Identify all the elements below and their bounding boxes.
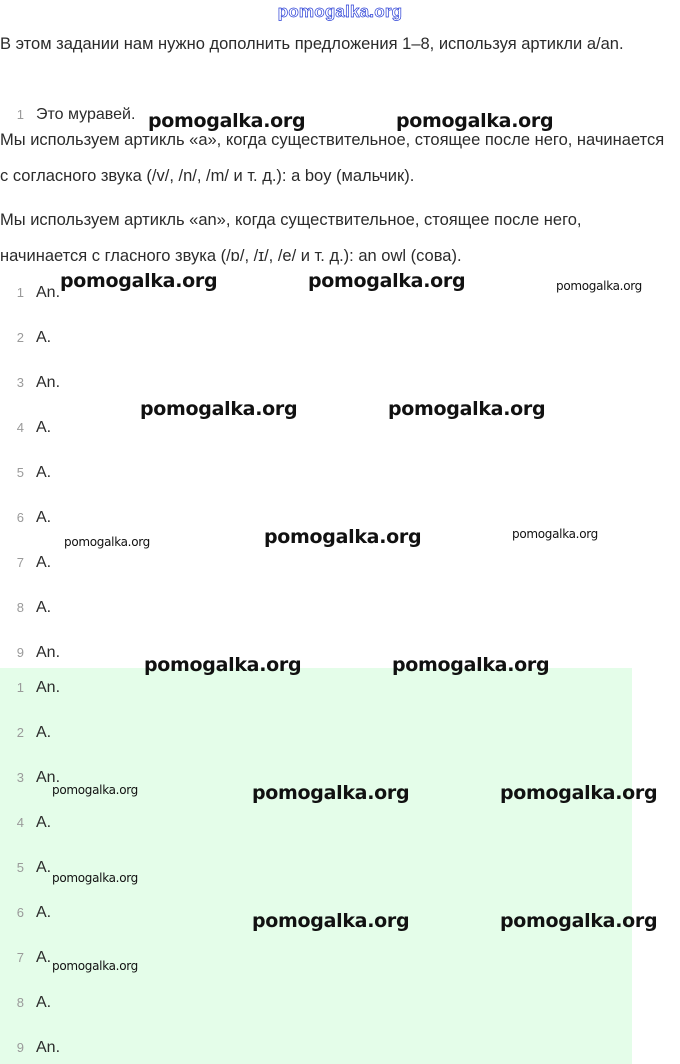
item-text: A. bbox=[36, 814, 52, 831]
item-text: A. bbox=[36, 904, 52, 921]
watermark: pomogalka.org bbox=[60, 270, 218, 292]
item-text: An. bbox=[36, 1039, 61, 1056]
watermark: pomogalka.org bbox=[388, 398, 546, 420]
watermark: pomogalka.org bbox=[500, 910, 658, 932]
item-text: A. bbox=[36, 419, 52, 436]
highlighted-answer-panel bbox=[0, 668, 632, 1064]
answer-item bbox=[0, 279, 60, 307]
answer-item bbox=[0, 764, 60, 792]
item-number: 4 bbox=[16, 420, 24, 435]
item-number: 2 bbox=[16, 330, 24, 345]
watermark: pomogalka.org bbox=[52, 783, 138, 797]
item-text: A. bbox=[36, 464, 52, 481]
answer-item bbox=[0, 639, 60, 667]
rule-a-paragraph: Мы используем артикль «a», когда существительное, стоящее после него, начинается с согласного звука (/v/, /n/, /m/ и т. д.): a boy (мальчик). bbox=[0, 131, 665, 185]
answer-item bbox=[0, 944, 51, 972]
answer-item bbox=[0, 504, 51, 532]
site-link[interactable]: pomogalka.org bbox=[277, 2, 403, 21]
item-text: An. bbox=[36, 644, 61, 661]
watermark: pomogalka.org bbox=[144, 654, 302, 676]
item-number: 9 bbox=[16, 645, 24, 660]
answer-item bbox=[0, 674, 60, 702]
watermark: pomogalka.org bbox=[64, 535, 150, 549]
answer-item bbox=[0, 324, 51, 352]
item-text: An. bbox=[36, 769, 61, 786]
answer-item bbox=[0, 549, 51, 577]
watermark: pomogalka.org bbox=[556, 279, 642, 293]
item-number: 7 bbox=[16, 555, 24, 570]
answer-item bbox=[0, 989, 51, 1017]
answer-item bbox=[0, 854, 51, 882]
item-text: Это муравей. bbox=[36, 106, 136, 123]
item-text: A. bbox=[36, 554, 52, 571]
answer-item bbox=[0, 369, 60, 397]
item-number: 8 bbox=[16, 600, 24, 615]
answer-item bbox=[0, 414, 51, 442]
answer-item bbox=[0, 809, 51, 837]
watermark: pomogalka.org bbox=[252, 782, 410, 804]
item-number: 9 bbox=[16, 1040, 24, 1055]
answer-item bbox=[0, 719, 51, 747]
intro-paragraph: В этом задании нам нужно дополнить предложения 1–8, используя артикли a/an. bbox=[0, 35, 624, 53]
answer-item bbox=[0, 594, 51, 622]
item-text: A. bbox=[36, 994, 52, 1011]
item-number: 8 bbox=[16, 995, 24, 1010]
item-number: 7 bbox=[16, 950, 24, 965]
answer-item bbox=[0, 459, 51, 487]
item-text: A. bbox=[36, 329, 52, 346]
item-number: 5 bbox=[16, 465, 24, 480]
item-number: 2 bbox=[16, 725, 24, 740]
item-text: An. bbox=[36, 679, 61, 696]
item-number: 1 bbox=[16, 285, 24, 300]
item-text: A. bbox=[36, 949, 52, 966]
answer-item bbox=[0, 1034, 60, 1062]
answer-item bbox=[0, 899, 51, 927]
watermark: pomogalka.org bbox=[308, 270, 466, 292]
watermark: pomogalka.org bbox=[500, 782, 658, 804]
item-text: An. bbox=[36, 374, 61, 391]
item-text: An. bbox=[36, 284, 61, 301]
rule-an-paragraph: Мы используем артикль «an», когда существительное, стоящее после него, начинается с гласного звука (/ɒ/, /ɪ/, /e/ и т. д.): an owl (сова). bbox=[0, 211, 582, 265]
watermark: pomogalka.org bbox=[140, 398, 298, 420]
item-text: A. bbox=[36, 724, 52, 741]
watermark: pomogalka.org bbox=[264, 526, 422, 548]
watermark: pomogalka.org bbox=[52, 959, 138, 973]
item-number: 3 bbox=[16, 770, 24, 785]
watermark: pomogalka.org bbox=[52, 871, 138, 885]
watermark: pomogalka.org bbox=[396, 110, 554, 132]
item-number: 6 bbox=[16, 510, 24, 525]
item-text: A. bbox=[36, 599, 52, 616]
watermark: pomogalka.org bbox=[148, 110, 306, 132]
item-number: 1 bbox=[16, 107, 24, 122]
item-number: 4 bbox=[16, 815, 24, 830]
watermark: pomogalka.org bbox=[512, 527, 598, 541]
watermark: pomogalka.org bbox=[252, 910, 410, 932]
item-number: 6 bbox=[16, 905, 24, 920]
item-number: 1 bbox=[16, 680, 24, 695]
item-number: 5 bbox=[16, 860, 24, 875]
item-number: 3 bbox=[16, 375, 24, 390]
item-text: A. bbox=[36, 859, 52, 876]
watermark: pomogalka.org bbox=[392, 654, 550, 676]
item-text: A. bbox=[36, 509, 52, 526]
